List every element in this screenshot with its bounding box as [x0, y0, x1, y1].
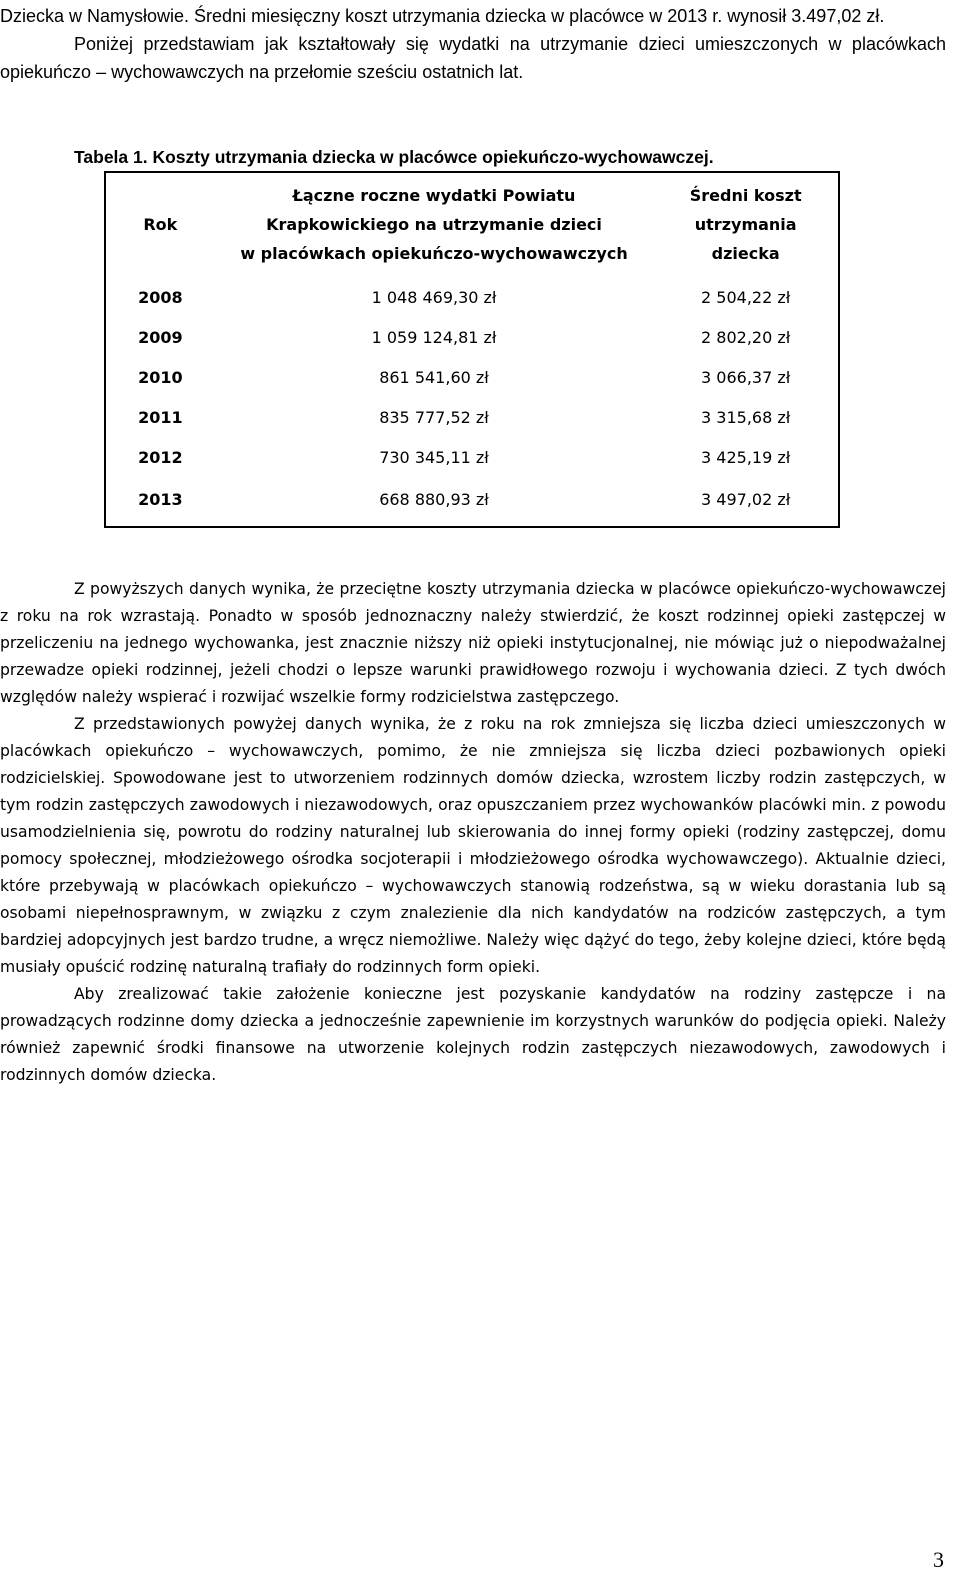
- cell-average: 2 802,20 zł: [701, 328, 791, 347]
- cell-year: 2010: [138, 368, 183, 387]
- cell-average: 3 497,02 zł: [701, 490, 791, 509]
- intro-text: [0, 2, 946, 86]
- costs-table: [104, 171, 840, 528]
- cell-total: 730 345,11 zł: [379, 448, 489, 467]
- table-row: [105, 478, 839, 527]
- cell-average: 2 504,22 zł: [701, 288, 791, 307]
- table-header-row: [105, 172, 839, 278]
- body-paragraph-3: Aby zrealizować takie założenie konieczne jest pozyskanie kandydatów na rodziny zastępcze i na prowadzących rodzinne domy dziecka a jednocześnie zapewnienie im korzystnych warunków do podjęcia opieki. Należy również zapewnić środki finansowe na utworzenie kolejnych rodzin zastępczych niezawodowych, zawodowych i rodzinnych domów dziecka.: [0, 985, 946, 1084]
- body-paragraph-2: Z przedstawionych powyżej danych wynika, że z roku na rok zmniejsza się liczba dzieci umieszczonych w placówkach opiekuńczo – wychowawczych, pomimo, że nie zmniejsza się liczba dzieci pozbawionych opieki rodzicielskiej. Spowodowane jest to utworzeniem rodzinnych domów dziecka, wzrostem liczby rodzin zastępczych, w tym rodzin zastępczych zawodowych i niezawodowych, oraz opuszczaniem przez wychowanków placówki min. z powodu usamodzielnienia się, powrotu do rodziny naturalnej lub skierowania do innej formy opieki (rodziny zastępczej, domu pomocy społecznej, młodzieżowego ośrodka socjoterapii i młodzieżowego ośrodka wychowawczego). Aktualnie dzieci, które przebywają w placówkach opiekuńczo – wychowawczych stanowią rodzeństwa, są w wieku dorastania lub są osobami niepełnosprawnym, w związku z czym znalezienie dla nich kandydatów na rodziców zastępczych, a tym bardziej adopcyjnych jest bardzo trudne, a wręcz niemożliwe. Należy więc dążyć do tego, żeby kolejne dzieci, które będą musiały opuścić rodzinę naturalną trafiały do rodzinnych form opieki.: [0, 715, 946, 976]
- cell-total: 1 059 124,81 zł: [371, 328, 497, 347]
- body-text: [0, 576, 946, 1089]
- intro-paragraph-1: Dziecka w Namysłowie. Średni miesięczny koszt utrzymania dziecka w placówce w 2013 r. wynosił 3.497,02 zł.: [0, 6, 885, 26]
- header-total: Łączne roczne wydatki Powiatu Krapkowickiego na utrzymanie dzieci w placówkach opiekuńczo-wychowawczych: [240, 186, 628, 263]
- table-row: [105, 358, 839, 398]
- cell-total: 668 880,93 zł: [379, 490, 489, 509]
- cell-year: 2013: [138, 490, 183, 509]
- table-row: [105, 278, 839, 318]
- cell-total: 835 777,52 zł: [379, 408, 489, 427]
- header-average: Średni koszt utrzymania dziecka: [689, 186, 802, 263]
- cell-total: 1 048 469,30 zł: [371, 288, 497, 307]
- table-row: [105, 398, 839, 438]
- table-row: [105, 318, 839, 358]
- cell-year: 2011: [138, 408, 183, 427]
- cell-year: 2008: [138, 288, 183, 307]
- cell-total: 861 541,60 zł: [379, 368, 489, 387]
- body-paragraph-1: Z powyższych danych wynika, że przeciętne koszty utrzymania dziecka w placówce opiekuńczo-wychowawczej z roku na rok wzrastają. Ponadto w sposób jednoznaczny należy stwierdzić, że koszt rodzinnej opieki zastępczej w przeliczeniu na jednego wychowanka, jest znacznie niższy niż opieki instytucjonalnej, nie mówiąc już o niepodważalnej przewadze opieki rodzinnej, jeżeli chodzi o lepsze warunki prawidłowego rozwoju i wychowania dzieci. Z tych dwóch względów należy wspierać i rozwijać wszelkie formy rodzicielstwa zastępczego.: [0, 580, 946, 706]
- table-caption: Tabela 1. Koszty utrzymania dziecka w placówce opiekuńczo-wychowawczej.: [74, 147, 714, 167]
- cell-average: 3 066,37 zł: [701, 368, 791, 387]
- header-year: Rok: [143, 215, 178, 234]
- intro-paragraph-2: Poniżej przedstawiam jak kształtowały się wydatki na utrzymanie dzieci umieszczonych w placówkach opiekuńczo – wychowawczych na przełomie sześciu ostatnich lat.: [0, 34, 946, 82]
- cell-average: 3 425,19 zł: [701, 448, 791, 467]
- table-row: [105, 438, 839, 478]
- cell-year: 2012: [138, 448, 183, 467]
- cell-average: 3 315,68 zł: [701, 408, 791, 427]
- cell-year: 2009: [138, 328, 183, 347]
- page-number: 3: [933, 1547, 944, 1572]
